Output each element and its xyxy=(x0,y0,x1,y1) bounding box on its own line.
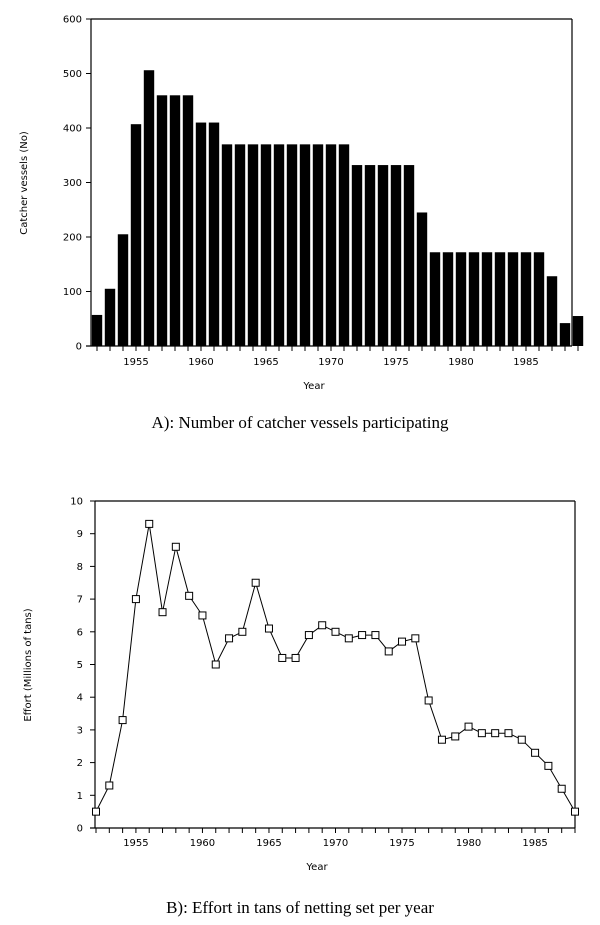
x-tick-label: 1955 xyxy=(123,357,149,368)
y-tick-label: 9 xyxy=(76,529,83,541)
square-marker-1980 xyxy=(465,723,472,730)
square-marker-1979 xyxy=(452,733,459,740)
square-marker-1955 xyxy=(132,596,139,603)
square-marker-1963 xyxy=(239,628,246,635)
square-marker-1988 xyxy=(572,808,579,815)
square-marker-1968 xyxy=(305,632,312,639)
square-marker-1970 xyxy=(332,628,339,635)
x-axis-title: Year xyxy=(303,381,325,392)
square-marker-1959 xyxy=(186,592,193,599)
square-marker-1956 xyxy=(146,520,153,527)
bar-1989 xyxy=(573,316,583,346)
bar-1983 xyxy=(495,252,505,346)
bar-1981 xyxy=(469,252,479,346)
bar-1963 xyxy=(235,144,245,346)
square-marker-1960 xyxy=(199,612,206,619)
y-tick-label: 5 xyxy=(76,660,83,671)
bar-1956 xyxy=(144,70,154,346)
x-tick-label: 1970 xyxy=(318,357,344,368)
y-tick-label: 1 xyxy=(76,790,83,802)
square-marker-1973 xyxy=(372,632,379,639)
bar-1960 xyxy=(196,123,206,346)
y-tick-label: 3 xyxy=(76,725,83,737)
bar-1957 xyxy=(157,95,167,346)
bar-1973 xyxy=(365,165,375,346)
square-marker-1987 xyxy=(558,785,565,792)
x-tick-label: 1970 xyxy=(322,838,349,849)
y-axis-title: Effort (Millions of tans) xyxy=(23,608,34,722)
square-marker-1975 xyxy=(399,638,406,645)
figure-b-caption: B): Effort in tans of netting set per year xyxy=(166,898,434,917)
square-marker-1967 xyxy=(292,654,299,661)
y-tick-label: 8 xyxy=(76,561,83,573)
x-axis-title: Year xyxy=(306,862,328,873)
y-tick-label: 6 xyxy=(76,627,83,639)
y-tick-label: 2 xyxy=(76,758,83,770)
x-tick-label: 1980 xyxy=(448,357,474,368)
y-tick-label: 4 xyxy=(76,692,83,704)
square-marker-1957 xyxy=(159,609,166,616)
bar-1965 xyxy=(261,144,271,346)
square-marker-1952 xyxy=(93,808,100,815)
bars xyxy=(92,70,583,346)
square-marker-1961 xyxy=(212,661,219,668)
square-marker-1962 xyxy=(226,635,233,642)
bar-1954 xyxy=(118,234,128,346)
x-tick-label: 1975 xyxy=(383,357,409,368)
x-tick-label: 1960 xyxy=(188,357,214,368)
square-marker-1964 xyxy=(252,579,259,586)
bar-1982 xyxy=(482,252,492,346)
square-marker-1969 xyxy=(319,622,326,629)
bar-1970 xyxy=(326,144,336,346)
bar-1969 xyxy=(313,144,323,346)
effort-line xyxy=(96,524,575,812)
square-marker-1985 xyxy=(532,749,539,756)
bar-1988 xyxy=(560,323,570,346)
bar-1978 xyxy=(430,252,440,346)
bar-1968 xyxy=(300,144,310,346)
bar-1972 xyxy=(352,165,362,346)
bar-1953 xyxy=(105,289,115,346)
x-tick-label: 1985 xyxy=(522,838,548,849)
bar-1977 xyxy=(417,212,427,346)
x-tick-label: 1965 xyxy=(253,357,279,368)
y-tick-label: 0 xyxy=(75,341,82,353)
square-marker-1978 xyxy=(438,736,445,743)
bar-1976 xyxy=(404,165,414,346)
bar-1967 xyxy=(287,144,297,346)
bar-1964 xyxy=(248,144,258,346)
square-marker-1971 xyxy=(345,635,352,642)
x-tick-label: 1975 xyxy=(389,838,415,849)
square-marker-1983 xyxy=(505,730,512,737)
line-chart-effort xyxy=(0,470,600,895)
square-marker-1965 xyxy=(265,625,272,632)
square-marker-1953 xyxy=(106,782,113,789)
x-tick-label: 1960 xyxy=(189,838,216,849)
bar-1980 xyxy=(456,252,466,346)
bar-1966 xyxy=(274,144,284,346)
figure-a xyxy=(0,0,600,460)
bar-1962 xyxy=(222,144,232,346)
square-marker-1972 xyxy=(359,632,366,639)
x-tick-label: 1985 xyxy=(513,357,539,368)
y-tick-label: 10 xyxy=(70,496,83,508)
x-tick-label: 1980 xyxy=(455,838,482,849)
bar-1985 xyxy=(521,252,531,346)
square-marker-1966 xyxy=(279,654,286,661)
bar-1955 xyxy=(131,124,141,346)
y-tick-label: 300 xyxy=(62,178,82,189)
square-marker-1986 xyxy=(545,762,552,769)
square-marker-1976 xyxy=(412,635,419,642)
y-tick-label: 100 xyxy=(62,287,82,298)
square-marker-1954 xyxy=(119,717,126,724)
bar-chart-catcher-vessels xyxy=(0,0,600,410)
bar-1952 xyxy=(92,315,102,346)
bar-1979 xyxy=(443,252,453,346)
bar-1958 xyxy=(170,95,180,346)
y-tick-label: 600 xyxy=(62,14,82,26)
bar-1986 xyxy=(534,252,544,346)
bar-1974 xyxy=(378,165,388,346)
bar-1987 xyxy=(547,276,557,346)
square-marker-1974 xyxy=(385,648,392,655)
square-marker-1977 xyxy=(425,697,432,704)
bar-1961 xyxy=(209,123,219,346)
x-tick-label: 1965 xyxy=(256,838,282,849)
figure-b xyxy=(0,470,600,925)
square-marker-1982 xyxy=(492,730,499,737)
markers xyxy=(93,520,579,815)
y-tick-label: 7 xyxy=(76,594,83,606)
bar-1959 xyxy=(183,95,193,346)
square-marker-1981 xyxy=(478,730,485,737)
y-tick-label: 400 xyxy=(62,123,82,135)
y-tick-label: 200 xyxy=(62,232,82,244)
y-tick-label: 500 xyxy=(62,69,82,80)
bar-1971 xyxy=(339,144,349,346)
y-tick-label: 0 xyxy=(76,823,83,835)
x-tick-label: 1955 xyxy=(123,838,149,849)
bar-1984 xyxy=(508,252,518,346)
bar-1975 xyxy=(391,165,401,346)
figure-a-caption: A): Number of catcher vessels participating xyxy=(151,413,449,432)
square-marker-1958 xyxy=(172,543,179,550)
y-axis-title: Catcher vessels (No) xyxy=(19,131,30,235)
square-marker-1984 xyxy=(518,736,525,743)
